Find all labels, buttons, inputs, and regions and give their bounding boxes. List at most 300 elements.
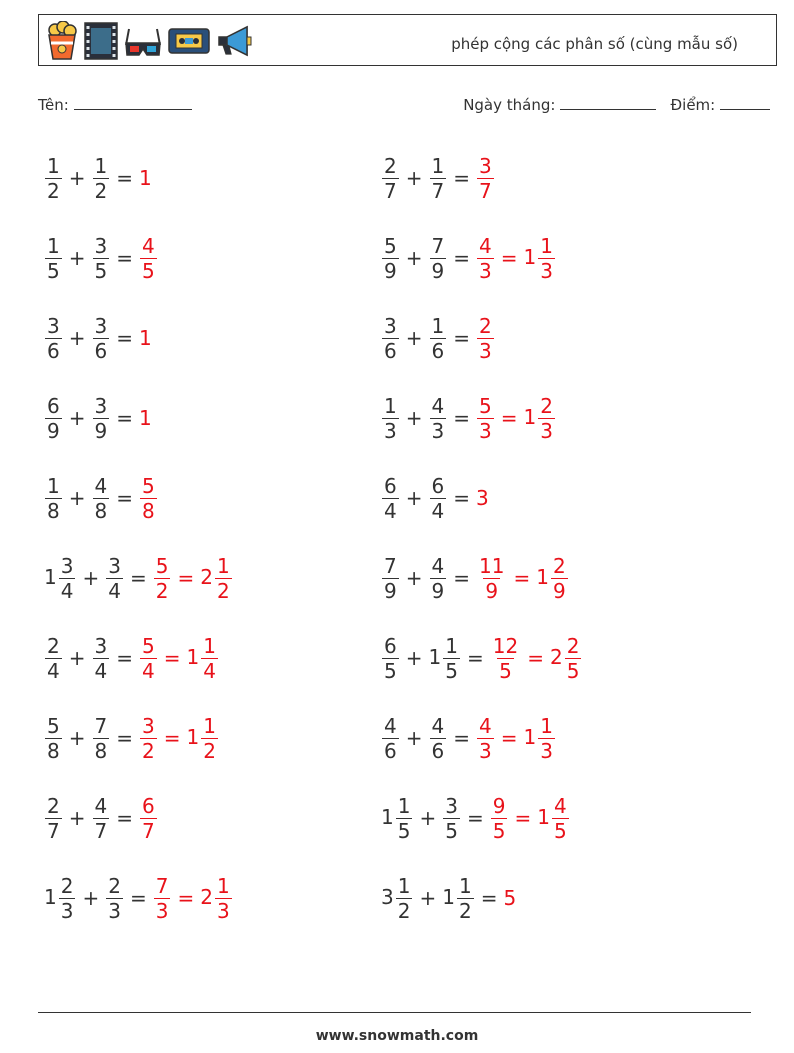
numerator: 2: [479, 313, 492, 338]
numerator: 7: [155, 873, 169, 898]
fraction: [430, 154, 447, 203]
fraction: [140, 714, 157, 763]
numerator: 3: [94, 393, 108, 418]
denominator: 3: [479, 338, 492, 363]
fraction: [430, 394, 447, 443]
answer: [490, 794, 570, 843]
header-icons: [45, 20, 255, 62]
whole-number: 1: [186, 724, 200, 749]
fraction-term: [381, 154, 400, 203]
fraction-term: [92, 474, 111, 523]
problem-row: [44, 138, 233, 218]
fraction-term: [153, 874, 172, 923]
answer: [153, 554, 233, 603]
fraction-term: [381, 634, 400, 683]
equals-sign: =: [163, 646, 181, 670]
problem-row: [44, 778, 233, 858]
fraction: [382, 714, 399, 763]
equals-sign: =: [129, 566, 147, 590]
whole-number: 2: [549, 644, 563, 669]
denominator: 4: [47, 658, 60, 683]
plus-sign: +: [405, 246, 423, 270]
date-score-fields: [463, 95, 770, 114]
denominator: 8: [94, 498, 108, 523]
fraction-term: [537, 794, 569, 843]
denominator: 2: [216, 578, 230, 603]
fraction-term: [536, 554, 568, 603]
whole-number: 1: [536, 564, 549, 589]
videotape-icon: [167, 21, 211, 61]
fraction: [45, 714, 62, 763]
problem-row: [381, 858, 582, 938]
numerator: 1: [94, 153, 108, 178]
plus-sign: +: [82, 566, 100, 590]
numerator: 6: [431, 473, 445, 498]
denominator: 3: [479, 418, 492, 443]
denominator: 4: [142, 658, 155, 683]
denominator: 2: [397, 898, 411, 923]
plus-sign: +: [68, 726, 86, 750]
fraction-term: [92, 714, 111, 763]
fraction-term: [44, 394, 63, 443]
answer: [139, 406, 153, 430]
numerator: 4: [553, 793, 567, 818]
fraction-term: [429, 714, 448, 763]
denominator: 7: [479, 178, 492, 203]
problem-row: [44, 378, 233, 458]
answer: [476, 714, 556, 763]
fraction-term: [429, 634, 461, 683]
answer: [476, 486, 490, 510]
fraction-term: [44, 154, 63, 203]
fraction-term: [381, 554, 400, 603]
denominator: 6: [384, 738, 397, 763]
numerator: 1: [458, 873, 472, 898]
equals-sign: =: [116, 326, 133, 350]
problem-row: [44, 458, 233, 538]
fraction-term: [429, 554, 448, 603]
whole-number: 1: [523, 244, 537, 269]
numerator: 1: [397, 873, 411, 898]
fraction: [140, 634, 157, 683]
fraction: [565, 634, 582, 683]
equals-sign: =: [116, 806, 133, 830]
denominator: 5: [47, 258, 60, 283]
fraction-term: [429, 474, 448, 523]
answer: [139, 794, 158, 843]
answer: [139, 634, 219, 683]
numerator: 1: [540, 233, 553, 258]
fraction: [106, 874, 123, 923]
equals-sign: =: [453, 726, 470, 750]
equals-sign: =: [500, 406, 518, 430]
fraction: [396, 874, 413, 923]
denominator: 2: [203, 738, 216, 763]
fraction: [93, 314, 110, 363]
fraction-term: [429, 154, 448, 203]
date-blank[interactable]: [560, 95, 656, 110]
fraction-term: [44, 634, 63, 683]
fraction: [477, 394, 494, 443]
popcorn-icon: [45, 21, 79, 61]
footer-divider: [38, 1012, 751, 1013]
fraction: [382, 474, 399, 523]
fraction-term: [429, 394, 448, 443]
fraction: [45, 314, 62, 363]
fraction-term: [44, 554, 76, 603]
fraction-term: [476, 486, 490, 510]
problem-row: [381, 218, 582, 298]
whole-number: 1: [381, 804, 394, 829]
denominator: 3: [60, 898, 74, 923]
plus-sign: +: [68, 806, 86, 830]
numerator: 2: [384, 153, 397, 178]
fraction-term: [92, 634, 111, 683]
denominator: 5: [553, 818, 567, 843]
denominator: 4: [60, 578, 74, 603]
numerator: 3: [479, 153, 492, 178]
fraction-term: [139, 634, 158, 683]
whole-number: 5: [503, 886, 517, 910]
numerator: 4: [431, 713, 445, 738]
fraction-term: [187, 634, 219, 683]
fraction-term: [92, 154, 111, 203]
plus-sign: +: [405, 166, 423, 190]
numerator: 3: [108, 553, 121, 578]
equals-sign: =: [116, 646, 133, 670]
numerator: 6: [384, 473, 397, 498]
fraction-term: [503, 886, 517, 910]
numerator: 4: [94, 793, 108, 818]
fraction-term: [200, 554, 232, 603]
denominator: 5: [397, 818, 411, 843]
denominator: 8: [47, 498, 60, 523]
fraction-term: [442, 794, 461, 843]
plus-sign: +: [68, 646, 86, 670]
denominator: 6: [47, 338, 60, 363]
problem-row: [44, 538, 233, 618]
fraction: [491, 794, 508, 843]
equals-sign: =: [480, 886, 498, 910]
numerator: 4: [479, 713, 492, 738]
fraction: [477, 714, 494, 763]
problem-row: [381, 698, 582, 778]
footer-url[interactable]: www.snowmath.com: [315, 1028, 479, 1044]
name-field[interactable]: [38, 95, 192, 114]
denominator: 3: [108, 898, 121, 923]
plus-sign: +: [405, 566, 423, 590]
denominator: 5: [142, 258, 155, 283]
fraction: [538, 714, 555, 763]
answer: [476, 554, 569, 603]
fraction-term: [92, 234, 111, 283]
denominator: 9: [384, 578, 397, 603]
equals-sign: =: [513, 566, 531, 590]
equals-sign: =: [177, 566, 195, 590]
fraction-term: [92, 794, 111, 843]
plus-sign: +: [82, 886, 100, 910]
equals-sign: =: [116, 726, 133, 750]
fraction: [201, 634, 218, 683]
fraction-term: [139, 406, 153, 430]
denominator: 3: [384, 418, 397, 443]
3d-glasses-icon: [123, 21, 163, 61]
answer: [490, 634, 583, 683]
fraction-term: [139, 714, 158, 763]
denominator: 6: [431, 738, 445, 763]
answer: [503, 886, 517, 910]
numerator: 3: [60, 553, 74, 578]
fraction: [106, 554, 123, 603]
fraction-term: [105, 554, 124, 603]
fraction: [215, 554, 232, 603]
denominator: 3: [155, 898, 169, 923]
fraction: [430, 474, 447, 523]
fraction: [45, 154, 62, 203]
answer: [476, 234, 556, 283]
film-strip-icon: [83, 21, 119, 61]
equals-sign: =: [500, 726, 518, 750]
megaphone-icon: [215, 21, 255, 61]
fraction: [552, 794, 569, 843]
whole-number: 1: [442, 884, 455, 909]
denominator: 3: [479, 738, 492, 763]
equals-sign: =: [163, 726, 181, 750]
name-label: Tên:: [38, 96, 69, 114]
date-label: Ngày tháng:: [463, 96, 556, 114]
equals-sign: =: [500, 246, 518, 270]
fraction-term: [92, 314, 111, 363]
fraction-term: [524, 234, 556, 283]
plus-sign: +: [405, 406, 423, 430]
whole-number: 1: [537, 804, 550, 829]
whole-number: 1: [428, 644, 442, 669]
numerator: 7: [384, 553, 397, 578]
plus-sign: +: [419, 886, 437, 910]
fraction-term: [490, 794, 509, 843]
problem-row: [381, 458, 582, 538]
fraction: [382, 314, 399, 363]
fraction-term: [44, 314, 63, 363]
fraction-term: [381, 234, 400, 283]
fraction: [382, 154, 399, 203]
whole-number: 3: [381, 884, 394, 909]
whole-number: 1: [44, 884, 57, 909]
denominator: 3: [540, 418, 553, 443]
fraction: [382, 234, 399, 283]
fraction-term: [381, 794, 413, 843]
fraction-term: [44, 874, 76, 923]
denominator: 5: [94, 258, 108, 283]
fraction-term: [442, 874, 474, 923]
numerator: 1: [203, 713, 216, 738]
denominator: 4: [384, 498, 397, 523]
numerator: 4: [431, 553, 445, 578]
fraction: [45, 794, 62, 843]
fraction-term: [490, 634, 521, 683]
numerator: 4: [431, 393, 445, 418]
whole-number: 1: [186, 644, 200, 669]
numerator: 3: [94, 313, 108, 338]
equals-sign: =: [177, 886, 195, 910]
denominator: 4: [94, 658, 108, 683]
fraction: [477, 234, 494, 283]
numerator: 3: [94, 633, 108, 658]
fraction-term: [139, 326, 153, 350]
equals-sign: =: [527, 646, 544, 670]
denominator: 5: [566, 658, 580, 683]
header-box: [38, 14, 777, 66]
fraction: [443, 634, 460, 683]
denominator: 4: [108, 578, 121, 603]
worksheet-title: phép cộng các phân số (cùng mẫu số): [451, 35, 738, 53]
denominator: 3: [540, 258, 553, 283]
problem-row: [44, 858, 233, 938]
denominator: 4: [431, 498, 445, 523]
fraction-term: [44, 714, 63, 763]
plus-sign: +: [68, 246, 86, 270]
problem-column-right: [381, 138, 582, 938]
fraction-term: [92, 394, 111, 443]
fraction-term: [44, 234, 63, 283]
equals-sign: =: [514, 806, 532, 830]
denominator: 7: [47, 818, 60, 843]
numerator: 4: [384, 713, 397, 738]
whole-number: 1: [523, 404, 537, 429]
numerator: 1: [445, 633, 458, 658]
numerator: 3: [94, 233, 108, 258]
denominator: 9: [94, 418, 108, 443]
numerator: 1: [47, 473, 60, 498]
answer: [476, 394, 556, 443]
denominator: 5: [384, 658, 397, 683]
denominator: 2: [142, 738, 155, 763]
fraction: [430, 234, 447, 283]
denominator: 7: [142, 818, 155, 843]
fraction: [154, 874, 171, 923]
numerator: 1: [431, 153, 445, 178]
whole-number: 1: [139, 326, 152, 350]
answer: [139, 166, 153, 190]
plus-sign: +: [68, 486, 86, 510]
equals-sign: =: [116, 246, 133, 270]
score-blank[interactable]: [720, 95, 770, 110]
denominator: 5: [492, 818, 506, 843]
fraction-term: [381, 714, 400, 763]
problem-row: [381, 298, 582, 378]
fraction: [93, 634, 110, 683]
fraction: [430, 714, 447, 763]
fraction: [93, 394, 110, 443]
fraction-term: [550, 634, 582, 683]
denominator: 8: [142, 498, 155, 523]
numerator: 3: [445, 793, 458, 818]
whole-number: 1: [523, 724, 537, 749]
denominator: 2: [458, 898, 472, 923]
fraction-term: [200, 874, 232, 923]
fraction-term: [381, 874, 413, 923]
numerator: 2: [552, 553, 566, 578]
denominator: 4: [203, 658, 216, 683]
answer: [139, 234, 158, 283]
problem-row: [44, 298, 233, 378]
numerator: 4: [142, 233, 155, 258]
equals-sign: =: [453, 166, 470, 190]
numerator: 2: [47, 793, 60, 818]
numerator: 3: [47, 313, 60, 338]
denominator: 9: [485, 578, 499, 603]
plus-sign: +: [68, 326, 86, 350]
problem-row: [381, 378, 582, 458]
fraction-term: [476, 714, 495, 763]
fraction: [93, 234, 110, 283]
fraction: [140, 474, 157, 523]
fraction: [140, 794, 157, 843]
name-blank[interactable]: [74, 95, 192, 110]
denominator: 9: [431, 578, 445, 603]
denominator: 6: [384, 338, 397, 363]
numerator: 4: [94, 473, 108, 498]
fraction: [491, 634, 520, 683]
fraction-term: [381, 474, 400, 523]
denominator: 8: [47, 738, 60, 763]
denominator: 9: [384, 258, 397, 283]
fraction: [154, 554, 171, 603]
numerator: 5: [155, 553, 169, 578]
denominator: 2: [94, 178, 108, 203]
numerator: 3: [142, 713, 155, 738]
fraction-term: [139, 794, 158, 843]
score-label: Điểm:: [670, 96, 716, 114]
plus-sign: +: [419, 806, 437, 830]
fraction: [538, 394, 555, 443]
answer: [139, 326, 153, 350]
denominator: 8: [94, 738, 108, 763]
numerator: 3: [384, 313, 397, 338]
numerator: 5: [384, 233, 397, 258]
numerator: 1: [431, 313, 445, 338]
fraction: [430, 314, 447, 363]
fraction-term: [105, 874, 124, 923]
equals-sign: =: [453, 486, 470, 510]
fraction-term: [187, 714, 219, 763]
denominator: 3: [431, 418, 445, 443]
plus-sign: +: [405, 646, 423, 670]
denominator: 5: [445, 658, 458, 683]
denominator: 2: [155, 578, 169, 603]
numerator: 1: [540, 713, 553, 738]
denominator: 7: [384, 178, 397, 203]
denominator: 9: [552, 578, 566, 603]
numerator: 1: [47, 153, 60, 178]
fraction-term: [139, 474, 158, 523]
numerator: 2: [540, 393, 553, 418]
numerator: 4: [479, 233, 492, 258]
fraction-term: [139, 166, 153, 190]
plus-sign: +: [68, 166, 86, 190]
numerator: 1: [203, 633, 216, 658]
fraction: [457, 874, 474, 923]
numerator: 1: [216, 553, 230, 578]
whole-number: 2: [200, 564, 213, 589]
equals-sign: =: [116, 486, 133, 510]
numerator: 2: [566, 633, 580, 658]
numerator: 6: [47, 393, 60, 418]
fraction: [382, 394, 399, 443]
fraction-term: [429, 234, 448, 283]
problem-row: [381, 538, 582, 618]
denominator: 7: [431, 178, 445, 203]
